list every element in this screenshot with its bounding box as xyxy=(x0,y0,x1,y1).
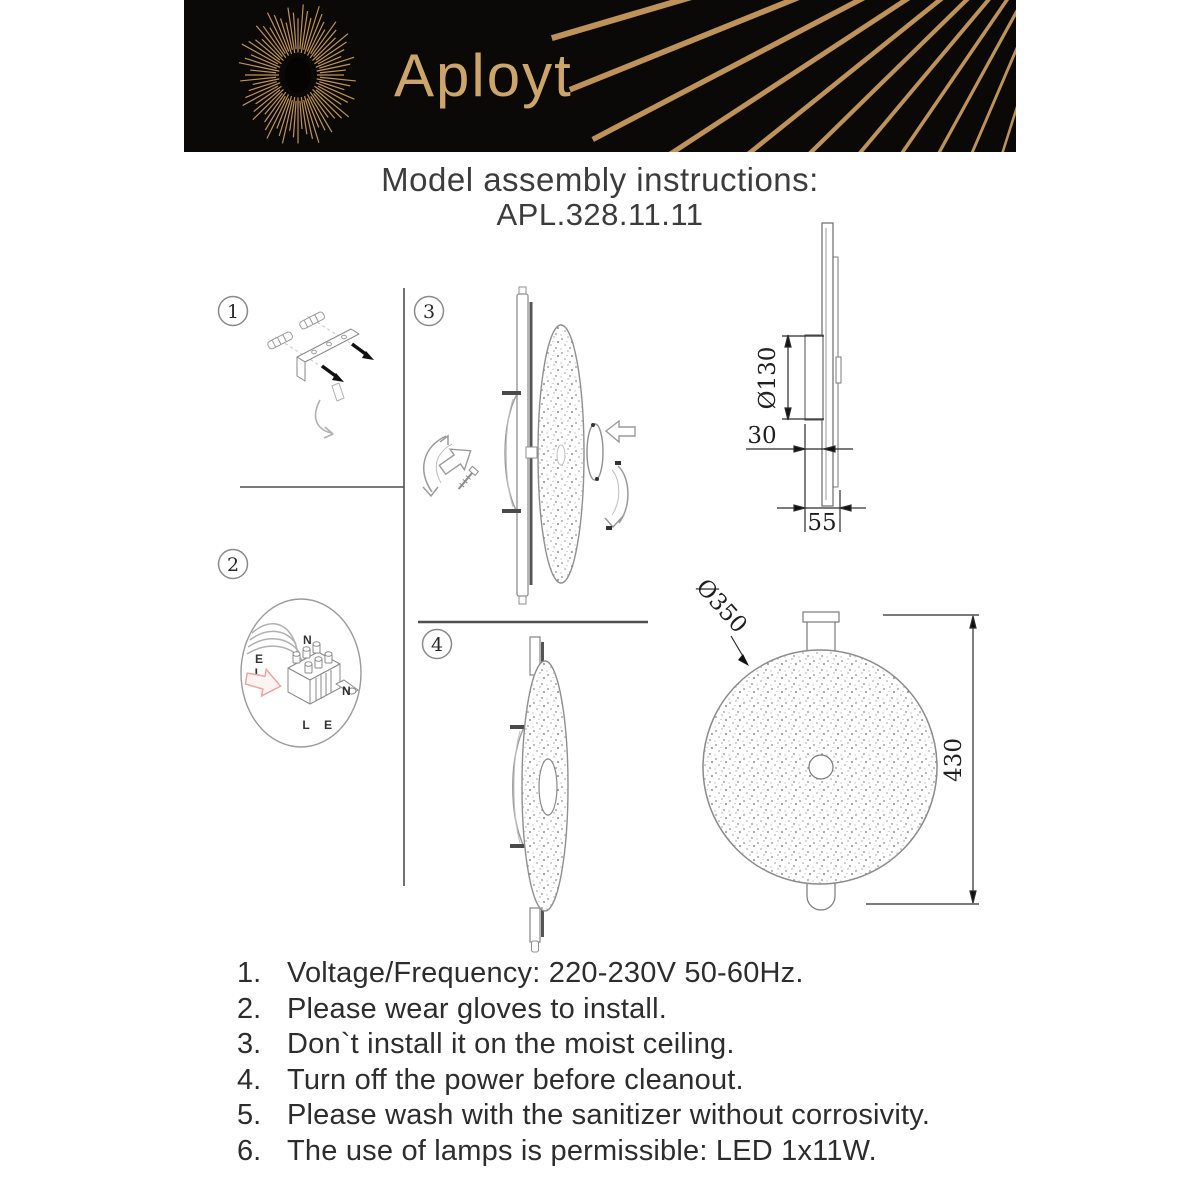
page-title: Model assembly instructions: xyxy=(381,161,819,198)
step1-bracket-drawing xyxy=(267,311,374,438)
instruction-number: 4. xyxy=(237,1063,262,1096)
instruction-item xyxy=(0,1134,1200,1170)
wire-label-l: L xyxy=(254,666,262,680)
instruction-item xyxy=(0,1063,1200,1099)
instruction-item xyxy=(0,956,1200,992)
wall-anchor-icon xyxy=(299,311,326,330)
instruction-text: Please wear gloves to install. xyxy=(287,992,667,1025)
instruction-text: Voltage/Frequency: 220-230V 50-60Hz. xyxy=(287,957,804,989)
wire-label-e: E xyxy=(254,652,263,666)
dim-label-55: 55 xyxy=(807,510,837,536)
wire-label-n: N xyxy=(303,633,312,647)
model-number: APL.328.11.11 xyxy=(496,197,704,232)
step-badges xyxy=(219,297,452,659)
twist-arrow-icon xyxy=(605,461,628,530)
instruction-text: Turn off the power before cleanout. xyxy=(287,1063,744,1096)
screw-direction-arrow-icon xyxy=(322,366,344,382)
step1-number: 1 xyxy=(226,301,240,323)
driver-box xyxy=(805,335,823,420)
screw-direction-arrow-icon xyxy=(352,344,374,360)
step3-number: 3 xyxy=(422,301,436,323)
curved-arrow-icon xyxy=(316,400,333,438)
instructions-list xyxy=(0,956,1200,1169)
wire-label-e2: E xyxy=(323,718,333,732)
wall-anchor-icon xyxy=(267,331,294,350)
front-dimension-view xyxy=(691,574,979,910)
side-dimension-view xyxy=(746,223,866,536)
step4-assembled-drawing xyxy=(510,637,568,952)
instruction-item xyxy=(0,1098,1200,1134)
wall-plate-edge xyxy=(530,302,533,585)
instruction-item xyxy=(0,992,1200,1028)
diffuser-disc xyxy=(538,325,584,583)
step4-number: 4 xyxy=(430,634,444,656)
instruction-number: 1. xyxy=(237,957,262,989)
screw-icon xyxy=(456,466,479,491)
brand-name: Aployt xyxy=(394,42,573,109)
diffuser-disc-side xyxy=(522,661,568,911)
instruction-item xyxy=(0,1027,1200,1063)
diffuser-front xyxy=(703,650,937,884)
instruction-number: 6. xyxy=(237,1134,262,1167)
hook-part xyxy=(332,383,344,401)
instruction-number: 2. xyxy=(237,992,262,1025)
instruction-text: Don`t install it on the moist ceiling. xyxy=(287,1028,735,1060)
dim-label-d130: Ø130 xyxy=(755,346,781,410)
dim-label-430: 430 xyxy=(941,738,967,782)
trim-ring xyxy=(587,423,603,481)
wall-plate xyxy=(517,294,528,596)
instruction-text: Please wash with the sanitizer without corrosivity. xyxy=(287,1099,931,1131)
step2-number: 2 xyxy=(226,554,240,576)
dim-d350 xyxy=(731,636,749,666)
dim-label-30: 30 xyxy=(747,423,777,449)
wire-label-n2: N xyxy=(342,684,351,698)
step3-exploded-drawing xyxy=(423,287,635,604)
instruction-text: The use of lamps is permissible: LED 1x11W. xyxy=(287,1134,877,1167)
wire-label-l2: L xyxy=(302,718,310,732)
step2-wiring-drawing xyxy=(241,599,361,747)
instruction-number: 5. xyxy=(237,1099,262,1131)
hub-knob xyxy=(526,447,537,458)
dim-label-d350: Ø350 xyxy=(690,574,752,639)
attach-arrow-icon xyxy=(606,421,635,442)
instruction-number: 3. xyxy=(237,1028,262,1060)
